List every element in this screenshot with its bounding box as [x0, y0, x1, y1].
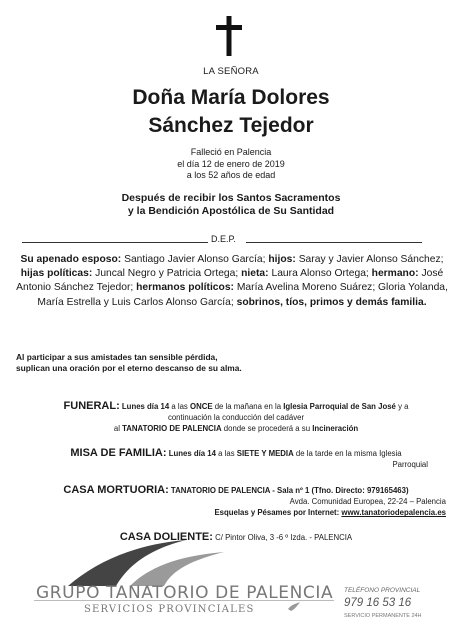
mortuoria-place: TANATORIO DE PALENCIA - Sala nº 1 (Tfno. Directo: 979165463)	[170, 486, 409, 495]
misa-line2: Parroquial	[392, 460, 428, 470]
funeral-proceed: donde se procederá a su	[223, 424, 311, 434]
death-info	[0, 147, 462, 182]
doliente-address: C/ Pintor Oliva, 3 -6 º Izda. - PALENCIA	[215, 533, 353, 542]
granddaughter-label: nieta:	[241, 268, 269, 280]
funeral-label: FUNERAL:	[63, 400, 120, 412]
doliente-label: CASA DOLIENTE:	[119, 531, 213, 543]
daughters-in-law-names: Juncal Negro y Patricia Ortega;	[95, 268, 239, 280]
misa-at: a las	[218, 449, 235, 458]
misa-section	[26, 448, 446, 470]
death-date: el día 12 de enero de 2019	[177, 158, 285, 169]
spouse-name: Santiago Javier Alonso García;	[124, 254, 266, 265]
brother-name: José Antonio Sánchez Tejedor;	[16, 268, 444, 294]
company-subtitle: SERVICIOS PROVINCIALES	[84, 604, 255, 615]
company-name: GRUPO TANATORIO DE PALENCIA	[36, 583, 334, 603]
daughters-in-law-label: hijas políticas:	[20, 268, 93, 280]
spouse-label: Su apenado esposo:	[20, 254, 122, 265]
funeral-section	[26, 401, 446, 435]
notice-line2: suplican una oración por el eterno descanso de su alma.	[16, 363, 242, 373]
funeral-to: al	[113, 424, 120, 434]
phone-label: TELÉFONO PROVINCIAL	[344, 587, 421, 594]
death-place: Falleció en Palencia	[190, 147, 272, 157]
misa-time: SIETE Y MEDIA	[236, 449, 294, 458]
funeral-day-label: Lunes día	[121, 402, 159, 411]
phone-number: 979 16 53 16	[344, 597, 412, 609]
misa-place: de la tarde en la misma Iglesia	[295, 449, 402, 458]
funeral-time: ONCE	[190, 402, 213, 411]
phone-service-note: SERVICIO PERMANENTE 24H	[344, 613, 422, 619]
notice-text	[16, 352, 456, 374]
mortuoria-section	[26, 485, 446, 519]
dove-icon	[287, 601, 301, 613]
sacraments-line2: y la Bendición Apostólica de Su Santidad	[127, 205, 335, 217]
notice-line1: Al participar a sus amistades tan sensible pérdida,	[16, 352, 218, 362]
funeral-morning: de la mañana en la	[214, 402, 282, 411]
in-laws-names: María Avelina Moreno Suárez; Gloria Yolanda, María Estrella y Luis Carlos Alonso García;	[37, 282, 448, 308]
divider-left	[22, 242, 208, 243]
funeral-day: 14	[160, 402, 170, 411]
children-names: Saray y Javier Alonso Sánchez;	[298, 254, 444, 265]
funeral-line2: continuación la conducción del cadáver	[167, 413, 305, 423]
divider-right	[246, 242, 422, 243]
mortuoria-label: CASA MORTUORIA:	[63, 484, 169, 496]
brother-label: hermano:	[371, 268, 419, 280]
funeral-and: y a	[398, 402, 409, 411]
funeral-incineration: Incineración	[312, 424, 359, 434]
dep-label: D.E.P.	[211, 234, 236, 244]
misa-day: 14	[207, 449, 216, 458]
granddaughter-name: Laura Alonso Ortega;	[271, 268, 369, 280]
deceased-name-line2: Sánchez Tejedor	[148, 114, 314, 137]
in-laws-label: hermanos políticos:	[136, 282, 234, 294]
children-label: hijos:	[268, 254, 296, 265]
funeral-tanatorio: TANATORIO DE PALENCIA	[122, 424, 222, 434]
mortuoria-address: Avda. Comunidad Europea, 22-24 – Palencia	[289, 497, 446, 507]
sacraments-line1: Después de recibir los Santos Sacramentos	[121, 192, 341, 204]
family-closing: sobrinos, tíos, primos y demás familia.	[236, 296, 427, 308]
misa-day-label: Lunes día	[168, 449, 206, 458]
cross-icon	[216, 16, 242, 56]
deceased-name-line1: Doña María Dolores	[132, 86, 330, 109]
website-link[interactable]: www.tanatoriodepalencia.es	[341, 508, 446, 518]
internet-label: Esquelas y Pésames por Internet:	[214, 508, 340, 518]
sacraments-text	[0, 192, 462, 218]
funeral-church: Iglesia Parroquial de San José	[283, 402, 396, 411]
family-list	[16, 253, 448, 310]
tanatorio-logo-icon	[68, 538, 224, 588]
funeral-at: a las	[171, 402, 188, 411]
death-age: a los 52 años de edad	[186, 170, 276, 180]
honorific: LA SEÑORA	[203, 66, 259, 77]
misa-label: MISA DE FAMILIA:	[70, 447, 167, 459]
